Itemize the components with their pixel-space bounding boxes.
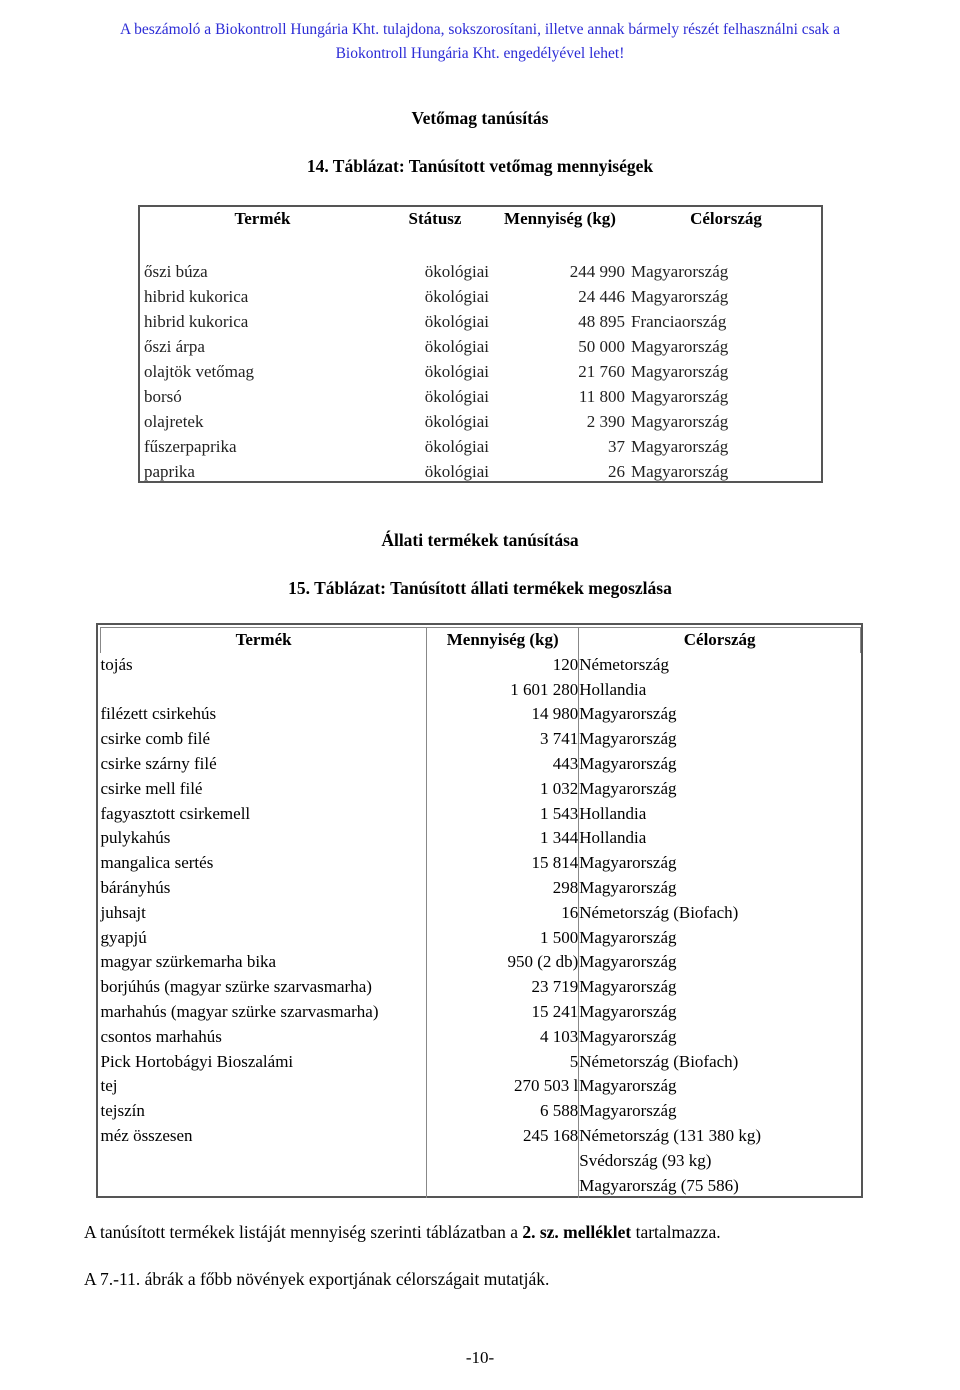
- column-header: Termék: [101, 628, 427, 653]
- column-header: Célország: [579, 628, 861, 653]
- table-cell: fagyasztott csirkemell: [101, 802, 427, 827]
- paragraph-text: A tanúsított termékek listáját mennyiség szerinti táblázatban a: [84, 1222, 523, 1242]
- annex-reference: 2. sz. melléklet: [522, 1222, 632, 1242]
- table-cell: 14 980: [427, 702, 579, 727]
- table-row: [101, 1099, 861, 1124]
- table-cell: 1 032: [427, 777, 579, 802]
- table-row: [101, 1000, 861, 1025]
- table-row: [144, 309, 821, 334]
- table-cell: Pick Hortobágyi Bioszalámi: [101, 1050, 427, 1075]
- table-cell: 15 814: [427, 851, 579, 876]
- table-row: [101, 678, 861, 703]
- table-cell: gyapjú: [101, 926, 427, 951]
- header-line-1: A beszámoló a Biokontroll Hungária Kht. tulajdona, sokszorosítani, illetve annak bármely részét felhasználni csak a: [119, 21, 841, 38]
- seed-table: [144, 207, 821, 484]
- table-cell: tojás: [101, 653, 427, 678]
- table-row: [144, 459, 821, 484]
- paragraph-figures: A 7.-11. ábrák a főbb növények exportjának célországait mutatják.: [84, 1269, 550, 1289]
- table-cell: 2 390: [586, 412, 625, 431]
- table-cell: filézett csirkehús: [101, 702, 427, 727]
- table-cell: tej: [101, 1074, 427, 1099]
- table-cell: 1 344: [427, 826, 579, 851]
- table-row: [101, 876, 861, 901]
- table-cell: ökológiai: [424, 387, 489, 406]
- table-cell: 11 800: [578, 387, 625, 406]
- table-cell: 16: [427, 901, 579, 926]
- column-header: Mennyiség (kg): [427, 628, 579, 653]
- table-cell: [427, 1174, 579, 1199]
- table-cell: Németország (Biofach): [579, 1051, 739, 1071]
- table-cell: 37: [608, 437, 625, 456]
- table-cell: olajretek: [144, 412, 204, 431]
- table-cell: Magyarország (75 586): [579, 1175, 739, 1195]
- table-cell: 3 741: [427, 727, 579, 752]
- table-cell: 120: [427, 653, 579, 678]
- table-cell: Magyarország: [579, 927, 677, 947]
- table-caption-15: 15. Táblázat: Tanúsított állati termékek megoszlása: [288, 578, 672, 598]
- table-cell: Hollandia: [579, 803, 647, 823]
- table-cell: juhsajt: [101, 901, 427, 926]
- table-cell: 270 503 l: [427, 1074, 579, 1099]
- table-cell: 443: [427, 752, 579, 777]
- column-header: Célország: [690, 209, 762, 228]
- animal-table-frame: [96, 623, 863, 1198]
- column-header: Termék: [234, 209, 291, 228]
- section-title-seed: Vetőmag tanúsítás: [411, 108, 549, 128]
- table-cell: csontos marhahús: [101, 1025, 427, 1050]
- table-cell: ökológiai: [424, 362, 489, 381]
- table-cell: 950 (2 db): [427, 950, 579, 975]
- table-cell: Magyarország: [579, 753, 677, 773]
- table-cell: olajtök vetőmag: [144, 362, 255, 381]
- table-cell: 5: [427, 1050, 579, 1075]
- table-cell: Hollandia: [579, 679, 647, 699]
- table-cell: Hollandia: [579, 828, 647, 848]
- table-row: [101, 702, 861, 727]
- table-row: [144, 334, 821, 359]
- table-cell: magyar szürkemarha bika: [101, 950, 427, 975]
- table-row: [101, 752, 861, 777]
- table-cell: [427, 1149, 579, 1174]
- paragraph-annex: [84, 1222, 721, 1243]
- table-row: [101, 1050, 861, 1075]
- table-cell: [101, 1174, 427, 1199]
- table-row: [101, 1149, 861, 1174]
- table-cell: Magyarország: [579, 1026, 677, 1046]
- table-cell: 4 103: [427, 1025, 579, 1050]
- table-cell: Magyarország: [631, 362, 729, 381]
- table-cell: 50 000: [578, 337, 625, 356]
- table-cell: 15 241: [427, 1000, 579, 1025]
- table-row: [144, 409, 821, 434]
- table-cell: fűszerpaprika: [144, 437, 237, 456]
- table-cell: 245 168: [427, 1124, 579, 1149]
- table-row: [101, 802, 861, 827]
- table-cell: őszi búza: [144, 262, 208, 281]
- paragraph-text: tartalmazza.: [631, 1222, 721, 1242]
- table-cell: Magyarország: [579, 1001, 677, 1021]
- table-row: [101, 1124, 861, 1149]
- table-cell: 1 601 280: [427, 678, 579, 703]
- section-title-animal: Állati termékek tanúsítása: [381, 530, 579, 550]
- table-cell: ökológiai: [424, 337, 489, 356]
- seed-table-header: [144, 207, 821, 259]
- table-cell: Magyarország: [631, 412, 729, 431]
- table-cell: Magyarország: [631, 262, 729, 281]
- table-cell: Magyarország: [579, 952, 677, 972]
- table-row: [101, 777, 861, 802]
- table-cell: Magyarország: [579, 877, 677, 897]
- table-cell: Magyarország: [579, 729, 677, 749]
- table-cell: [101, 1149, 427, 1174]
- table-cell: méz összesen: [101, 1124, 427, 1149]
- table-cell: csirke szárny filé: [101, 752, 427, 777]
- table-cell: Magyarország: [631, 437, 729, 456]
- table-cell: tejszín: [101, 1099, 427, 1124]
- table-row: [101, 851, 861, 876]
- table-cell: borsó: [144, 387, 182, 406]
- seed-table-frame: [138, 205, 823, 483]
- table-cell: 6 588: [427, 1099, 579, 1124]
- table-cell: 23 719: [427, 975, 579, 1000]
- table-cell: 1 543: [427, 802, 579, 827]
- table-cell: hibrid kukorica: [144, 312, 249, 331]
- table-caption-14: 14. Táblázat: Tanúsított vetőmag mennyiségek: [306, 156, 654, 176]
- table-cell: Németország (Biofach): [579, 902, 739, 922]
- table-cell: 298: [427, 876, 579, 901]
- table-cell: csirke mell filé: [101, 777, 427, 802]
- table-cell: Magyarország: [579, 853, 677, 873]
- table-cell: Magyarország: [631, 387, 729, 406]
- table-row: [144, 434, 821, 459]
- table-cell: Magyarország: [579, 977, 677, 997]
- table-row: [101, 1174, 861, 1199]
- table-row: [101, 975, 861, 1000]
- table-cell: ökológiai: [424, 262, 489, 281]
- table-cell: [101, 678, 427, 703]
- table-cell: pulykahús: [101, 826, 427, 851]
- table-cell: 1 500: [427, 926, 579, 951]
- table-cell: hibrid kukorica: [144, 287, 249, 306]
- table-row: [144, 259, 821, 284]
- table-row: [101, 950, 861, 975]
- table-cell: ökológiai: [424, 412, 489, 431]
- table-cell: 21 760: [578, 362, 625, 381]
- page-header: [0, 18, 960, 66]
- table-cell: bárányhús: [101, 876, 427, 901]
- table-row: [144, 359, 821, 384]
- table-cell: Németország: [579, 654, 669, 674]
- table-row: [144, 384, 821, 409]
- table-cell: marhahús (magyar szürke szarvasmarha): [101, 1000, 427, 1025]
- table-cell: Magyarország: [579, 778, 677, 798]
- table-cell: mangalica sertés: [101, 851, 427, 876]
- table-cell: paprika: [144, 462, 195, 481]
- table-row: [101, 1025, 861, 1050]
- table-row: [101, 653, 861, 678]
- column-header: Mennyiség (kg): [504, 209, 616, 228]
- table-cell: ökológiai: [424, 312, 489, 331]
- table-row: [101, 901, 861, 926]
- table-cell: Magyarország: [579, 1076, 677, 1096]
- table-row: [101, 727, 861, 752]
- table-row: [101, 826, 861, 851]
- table-row: [101, 1074, 861, 1099]
- table-cell: 244 990: [569, 262, 625, 281]
- table-cell: Franciaország: [631, 312, 727, 331]
- table-cell: Magyarország: [579, 1101, 677, 1121]
- page-number: -10-: [465, 1348, 495, 1367]
- table-cell: 26: [608, 462, 625, 481]
- table-cell: ökológiai: [424, 437, 489, 456]
- column-header: Státusz: [408, 209, 462, 228]
- table-cell: ökológiai: [424, 287, 489, 306]
- table-cell: Svédország (93 kg): [579, 1150, 712, 1170]
- table-cell: ökológiai: [424, 462, 489, 481]
- table-cell: borjúhús (magyar szürke szarvasmarha): [101, 975, 427, 1000]
- animal-table-header: [101, 628, 861, 653]
- table-cell: Magyarország: [631, 462, 729, 481]
- animal-table: [100, 627, 861, 1198]
- table-cell: őszi árpa: [144, 337, 205, 356]
- table-cell: 24 446: [578, 287, 625, 306]
- table-cell: csirke comb filé: [101, 727, 427, 752]
- table-row: [101, 926, 861, 951]
- table-cell: Magyarország: [579, 704, 677, 724]
- table-cell: Magyarország: [631, 337, 729, 356]
- table-cell: Németország (131 380 kg): [579, 1125, 762, 1145]
- table-cell: Magyarország: [631, 287, 729, 306]
- table-cell: 48 895: [578, 312, 625, 331]
- table-row: [144, 284, 821, 309]
- header-line-2: Biokontroll Hungária Kht. engedélyével lehet!: [335, 45, 625, 62]
